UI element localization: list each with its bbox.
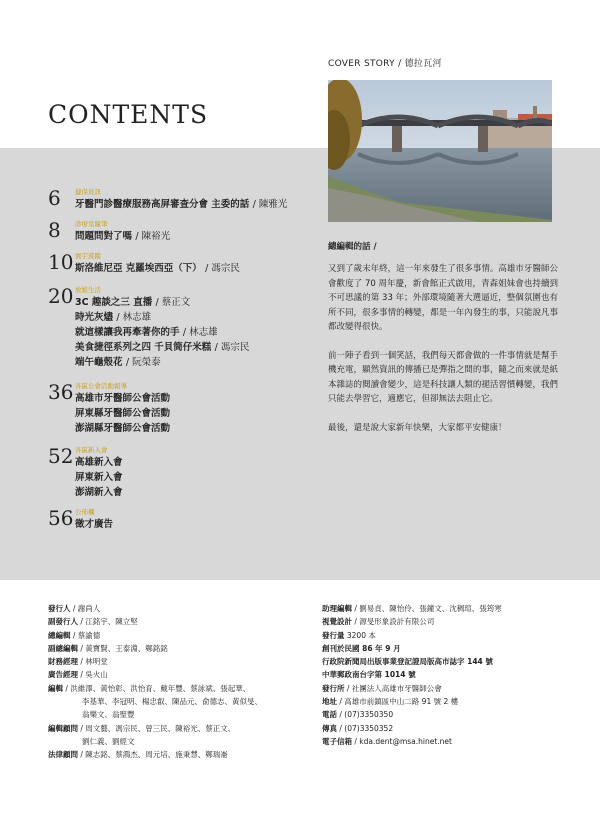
toc-section-label: 寰宇遊蹤 xyxy=(75,252,101,260)
toc-page-number: 52 xyxy=(48,444,74,468)
toc-item[interactable]: 時光灰燼 / 林志雄 xyxy=(75,312,152,323)
toc-item[interactable]: 3C 趣談之三 直播 / 蔡正文 xyxy=(75,297,191,308)
email-link[interactable]: kda.dent@msa.hinet.net xyxy=(359,736,452,746)
toc-item[interactable]: 就這樣讓我再牽著你的手 / 林志雄 xyxy=(75,327,218,338)
credits-right xyxy=(322,602,582,748)
credit-line: 發行人 / 謝尚人 xyxy=(48,604,101,613)
toc-page-number: 10 xyxy=(48,250,74,274)
credits-left xyxy=(48,602,298,762)
credit-line: 行政院新聞局出版事業登記證局版高市誌字 144 號 xyxy=(322,657,493,667)
toc-section-label: 放鬆生活 xyxy=(75,286,101,294)
toc-item[interactable]: 牙醫門診醫療服務高屏審查分會 主委的話 / 陳雅光 xyxy=(75,199,288,210)
toc-section-label: 各區公會活動報導 xyxy=(75,382,127,390)
toc-page-number: 56 xyxy=(48,506,74,530)
toc-item[interactable]: 屏東新入會 xyxy=(75,472,123,483)
credit-line: 助理編輯 / 劉易貞、陳怡伶、張鐘文、沈稠瑄、張筠寒 xyxy=(322,604,502,613)
toc-page-number: 36 xyxy=(48,380,74,404)
credit-line: 副發行人 / 江銘宇、陳立堅 xyxy=(48,617,138,627)
editorial-paragraph: 前一陣子看到一個笑話，我們每天都會做的一件事情就是幫手機充電，顯然資訊的傳播已是彈指之間的事，隨之而來就是紙本雜誌的閱讀會變少，這是科技讓人類的褪活習慣轉變，我們只能去學習它，適應它，但卻無法去阻止它。 xyxy=(328,350,558,404)
credit-line: 總編輯 / 蔡諭德 xyxy=(48,630,101,640)
editorial-title: 總編輯的話 / xyxy=(328,242,377,252)
credit-line: 副總編輯 / 黃寶賢、王泰淵、鄭銘銘 xyxy=(48,643,168,653)
credit-line[interactable]: 電子信箱 / kda.dent@msa.hinet.net xyxy=(322,736,452,746)
cover-photo xyxy=(328,80,552,222)
toc-item[interactable]: 屏東縣牙醫師公會活動 xyxy=(75,408,171,419)
editorial-paragraph: 最後，還是說大家新年快樂，大家都平安健康！ xyxy=(328,422,507,433)
toc-page-number: 20 xyxy=(48,284,74,308)
editorial-body xyxy=(328,262,558,435)
editorial-paragraph: 又到了歲末年終，這一年來發生了很多事情。高雄市牙醫師公會歡度了 70 周年慶，新會館正式啟用，青森姐妹會也持續到不可思議的第 33 年；外部環境隨著大選逼近，整個氛圍也有所不同，很多事情的轉變，都是一年內發生的事，只能說凡事都改變得很快。 xyxy=(328,264,558,332)
credit-line: 劉仁義、劉經文 xyxy=(82,736,135,746)
credit-line: 創刊於民國 86 年 9 月 xyxy=(322,643,401,653)
toc-section-label: 各區新入會 xyxy=(75,446,108,454)
toc-page-number: 6 xyxy=(48,186,61,210)
toc-item[interactable]: 澎湖新入會 xyxy=(75,487,123,498)
credit-line: 編輯 / 洪維澤、黃怡彰、洪怡育、戴年豐、蔡詠斌、張起華、 xyxy=(48,683,251,693)
credit-line: 廣告經理 / 吳火山 xyxy=(48,670,108,680)
toc-item[interactable]: 端午龜殼花 / 阮榮泰 xyxy=(75,357,161,368)
toc-item[interactable]: 徵才廣告 xyxy=(75,519,114,530)
credit-line: 發行量 3200 本 xyxy=(322,630,376,640)
toc-item[interactable]: 美食捷徑系列之四 千貝筒仔米糕 / 馮宗民 xyxy=(75,342,250,353)
toc-item[interactable]: 高雄市牙醫師公會活動 xyxy=(75,393,171,404)
toc-section-label: 診療室隨筆 xyxy=(75,220,108,228)
toc-item[interactable]: 問題問對了嗎 / 陳裕光 xyxy=(75,231,171,242)
credit-line: 編輯顧問 / 周文藝、馮宗民、曾三民、陳裕光、蔡正文、 xyxy=(48,723,236,733)
credit-line: 財務經理 / 林明堂 xyxy=(48,657,108,667)
credit-line: 翁樂文、翁聖豐 xyxy=(82,710,135,720)
toc-section-label: 健保資訊 xyxy=(75,188,101,196)
credit-line: 電話 / (07)3350350 xyxy=(322,710,394,720)
credit-line: 中華郵政南台字第 1014 號 xyxy=(322,670,416,680)
credit-line: 地址 / 高雄市前鎮區中山二路 91 號 2 樓 xyxy=(322,697,459,707)
cover-story-label: COVER STORY / 德拉瓦河 xyxy=(328,59,442,69)
credit-line: 法律顧問 / 陳志銘、蔡鴻杰、周元培、施秉慧、鄭瑞崙 xyxy=(48,750,228,760)
credit-line: 傳真 / (07)3350352 xyxy=(322,723,394,733)
credit-line: 發行所 / 社團法人高雄市牙醫師公會 xyxy=(322,683,442,693)
credit-line: 視覺設計 / 源旻形象設計有限公司 xyxy=(322,617,435,627)
toc-item[interactable]: 斯洛維尼亞 克羅埃西亞（下） / 馮宗民 xyxy=(75,263,240,274)
toc-item[interactable]: 高雄新入會 xyxy=(75,457,123,468)
toc-item[interactable]: 澎湖縣牙醫師公會活動 xyxy=(75,423,171,434)
toc-section-label: 公佈欄 xyxy=(75,508,95,516)
toc-page-number: 8 xyxy=(48,218,61,242)
credit-line: 李基華、李冠明、楊忠叡、陳品元、俞德志、黃似旻、 xyxy=(82,697,262,707)
contents-title: CONTENTS xyxy=(48,100,209,129)
